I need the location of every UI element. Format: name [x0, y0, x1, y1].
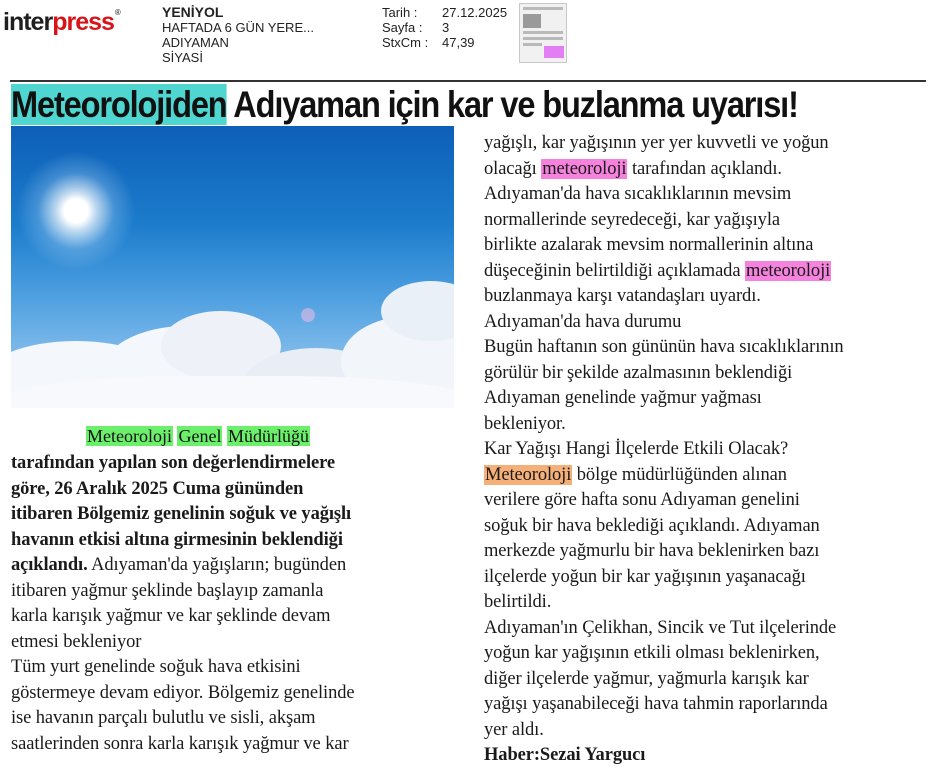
thumb-band — [523, 31, 563, 34]
thumb-band — [523, 43, 542, 46]
mixed-line: Meteoroloji bölge müdürlüğünden alınan — [485, 464, 787, 485]
section-line: HAFTADA 6 GÜN YERE... — [162, 20, 314, 35]
page-thumbnail[interactable] — [519, 3, 567, 63]
mixed-line: açıklandı. Adıyaman'da yağışların; bugünden — [11, 555, 347, 575]
publication-info — [162, 5, 314, 65]
article-photo-sky — [11, 126, 454, 408]
mixed-line: olacağı meteoroloji tarafından açıklandı. — [484, 158, 782, 179]
headline-keyword-highlight: Meteorolojiden — [11, 84, 227, 125]
article-column-left: tarafından yapılan son değerlendirmelere göre, 26 Aralık 2025 Cuma gününden itibaren Bölgemiz genelinin soğuk ve yağışlı havanın etkisi altına girmesinin beklendiği açıklandı. Adıyaman'da yağışların; bugünden itibaren yağmur şeklinde başlayıp zamanla karla karışık yağmur ve kar şeklinde devam etmesi bekleniyor Tüm yurt genelinde soğuk hava etkisini göstermeye devam ediyor. Bölgemiz genelinde ise havanın parçalı bulutlu ve sisli, akşam saatlerinden sonra karla karışık yağmur ve kar — [11, 451, 456, 757]
headline-text: Adıyaman için kar ve buzlanma uyarısı! — [226, 84, 798, 125]
mixed-line: düşeceğinin belirtildiği açıklamada meteoroloji — [484, 260, 831, 281]
meta-row-page: Sayfa : 3 — [382, 20, 450, 35]
clipping-meta — [382, 5, 507, 50]
thumb-band — [523, 7, 563, 10]
category-label: SİYASİ — [162, 50, 203, 65]
byline: Haber:Sezai Yargucı — [484, 745, 646, 765]
keyword-highlight: meteoroloji — [542, 158, 627, 179]
sun-glare — [16, 151, 136, 271]
interpress-logo: interpress® — [3, 8, 120, 36]
photo-caption: Meteoroloji Genel Müdürlüğü — [87, 426, 309, 446]
keyword-highlight: Meteoroloji — [485, 464, 572, 485]
header-divider — [10, 80, 926, 82]
meta-row-size: StxCm : 47,39 — [382, 35, 475, 50]
lens-flare — [301, 308, 315, 322]
cloud — [11, 376, 454, 408]
thumb-band — [523, 37, 563, 40]
city-label: ADIYAMAN — [162, 35, 229, 50]
keyword-highlight: meteoroloji — [745, 260, 831, 281]
publication-name: YENİYOL — [162, 4, 224, 20]
article-headline — [11, 84, 798, 126]
article-column-right: yağışlı, kar yağışının yer yer kuvvetli ve yoğun olacağı meteoroloji tarafından açıklandı. Adıyaman'da hava sıcaklıklarının mevsim normallerinde seyredeceği, kar yağışıyla birlikte azalarak mevsim normallerinin altına düşeceğinin belirtildiği açıklamada meteoroloji buzlanmaya karşı vatandaşları uyardı. Adıyaman'da hava durumu Bugün haftanın son gününün hava sıcaklıklarının görülür bir şekilde azalmasının beklendiği Adıyaman genelinde yağmur yağması bekleniyor. Kar Yağışı Hangi İlçelerde Etkili Olacak? Meteoroloji bölge müdürlüğünden alınan verilere göre hafta sonu Adıyaman genelini soğuk bir hava beklediği açıklandı. Adıyaman merkezde yağmurlu bir hava beklenirken bazı ilçelerde yoğun bir kar yağışının yaşanacağı belirtildi. Adıyaman'ın Çelikhan, Sincik ve Tut ilçelerinde yoğun kar yağışının etkili olması beklenirken, diğer ilçelerde yağmur, yağmurla karışık kar yağışı yaşanabileceği hava tahmin raporlarında yer aldı. Haber:Sezai Yargucı — [484, 131, 929, 769]
thumb-photo — [523, 14, 541, 28]
thumb-article-highlight — [544, 46, 564, 58]
meta-row-date: Tarih : 27.12.2025 — [382, 5, 508, 20]
